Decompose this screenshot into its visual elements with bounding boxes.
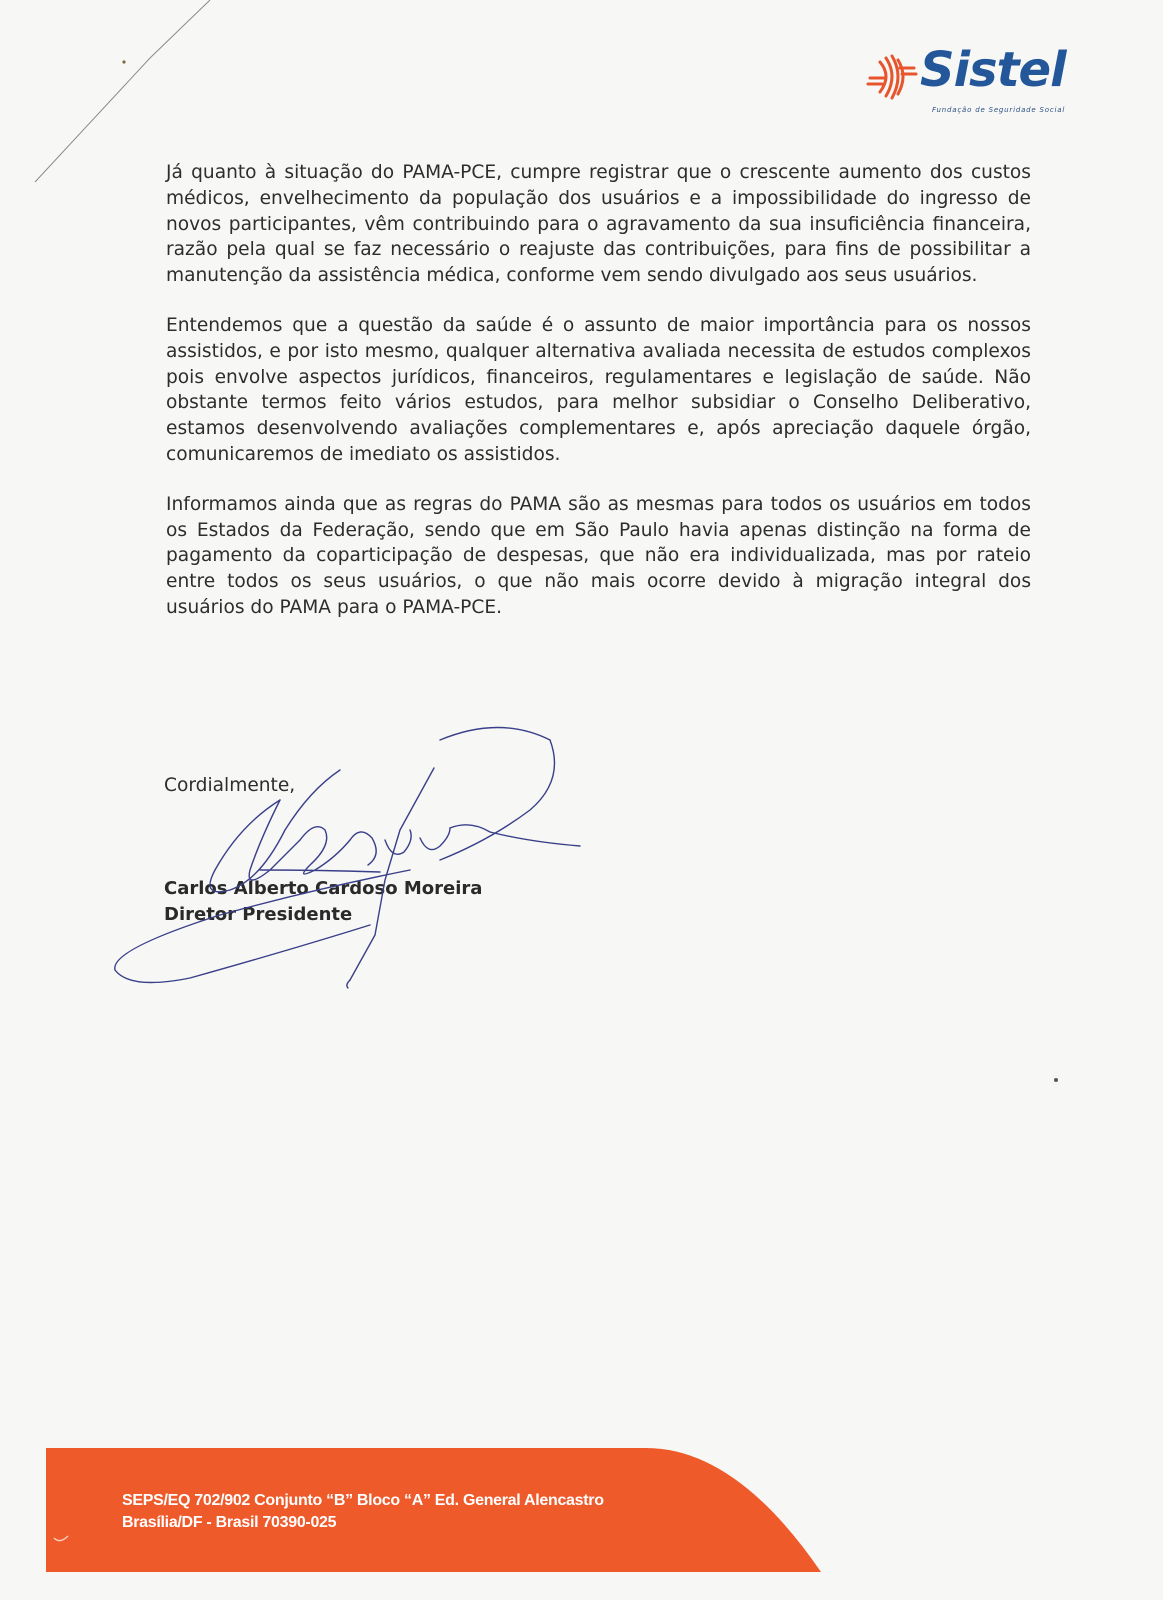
- footer-address: [122, 1490, 604, 1534]
- handwritten-signature: [110, 720, 610, 1010]
- paragraph-pama-rules: Informamos ainda que as regras do PAMA são as mesmas para todos os usuários em todos os Estados da Federação, sendo que em São Paulo havia apenas distinção na forma de pagamento da coparticipação de despesas, que não era individualizada, mas por rateio entre todos os seus usuários, o que não mais ocorre devido à migração integral dos usuários do PAMA para o PAMA-PCE.: [166, 493, 1031, 618]
- paragraph-health-importance: Entendemos que a questão da saúde é o assunto de maior importância para os nossos assistidos, e por isto mesmo, qualquer alternativa avaliada necessita de estudos complexos pois envolve aspectos jurídicos, financeiros, regulamentares e legislação de saúde. Não obstante termos feito vários estudos, para melhor subsidiar o Conselho Deliberativo, estamos desenvolvendo avaliações complementares e, após apreciação daquele órgão, comunicaremos de imediato os assistidos.: [166, 314, 1031, 465]
- signer-name: Carlos Alberto Cardoso Moreira: [164, 878, 483, 899]
- signer-title: Diretor Presidente: [164, 904, 353, 925]
- footer-address-line-1: SEPS/EQ 702/902 Conjunto “B” Bloco “A” Ed. General Alencastro: [122, 1492, 604, 1509]
- logo-tagline: Fundação de Seguridade Social: [932, 106, 1066, 114]
- logo-wordmark: Sistel: [920, 42, 1066, 98]
- paragraph-health-plan-situation: Já quanto à situação do PAMA-PCE, cumpre registrar que o crescente aumento dos custos médicos, envelhecimento da população dos usuários e a impossibilidade do ingresso de novos participantes, vêm contribuindo para o agravamento da sua insuficiência financeira, razão pela qual se faz necessário o reajuste das contribuições, para fins de possibilitar a manutenção da assistência médica, conforme vem sendo divulgado aos seus usuários.: [166, 162, 1031, 287]
- sistel-logo: [866, 42, 1076, 118]
- footer-address-line-2: Brasília/DF - Brasil 70390-025: [122, 1514, 337, 1531]
- sistel-logo-mark-icon: [866, 52, 918, 100]
- closing-salutation: Cordialmente,: [164, 775, 296, 796]
- letter-body: [166, 160, 1031, 645]
- scan-speck: [1054, 1078, 1058, 1082]
